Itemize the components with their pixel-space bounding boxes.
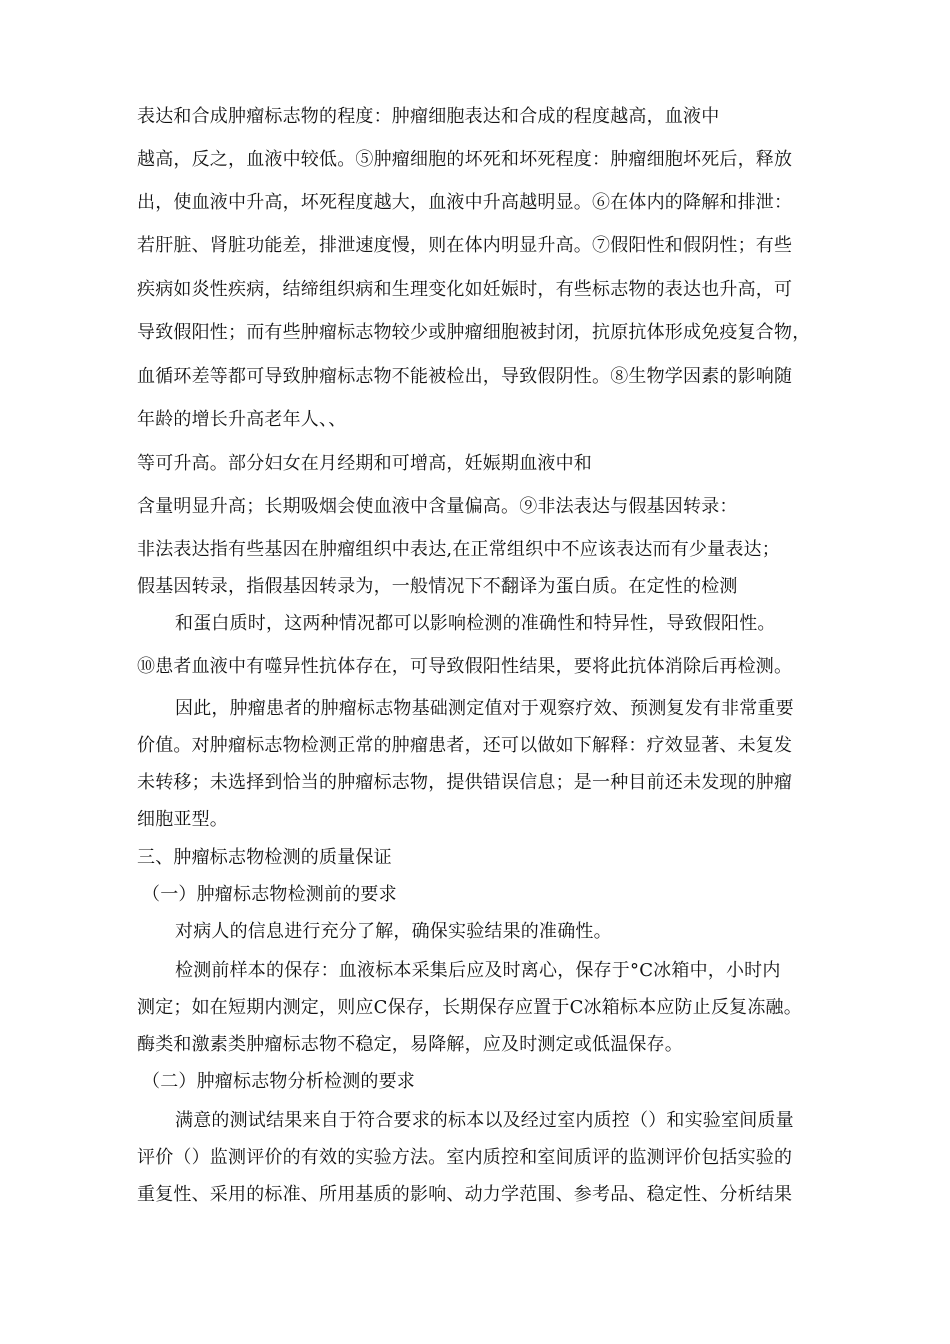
text-line: 评价（）监测评价的有效的实验方法。室内质控和室间质评的监测评价包括实验的 — [137, 1147, 793, 1168]
text-line: 出，使血液中升高，坏死程度越大，血液中升高越明显。⑥在体内的降解和排泄： — [137, 192, 793, 213]
subsection-heading: （一）肿瘤标志物检测前的要求 — [142, 884, 397, 905]
text-line: 重复性、采用的标准、所用基质的影响、动力学范围、参考品、稳定性、分析结果 — [137, 1184, 793, 1205]
text-line: 导致假阳性；而有些肿瘤标志物较少或肿瘤细胞被封闭，抗原抗体形成免疫复合物， — [137, 322, 811, 343]
text-line: 细胞亚型。 — [137, 809, 228, 830]
text-line: 疾病如炎性疾病，结缔组织病和生理变化如妊娠时，有些标志物的表达也升高，可 — [137, 279, 793, 300]
text-line: 年龄的增长升高老年人、、 — [137, 409, 347, 430]
text-line: 等可升高。部分妇女在月经期和可增高，妊娠期血液中和 — [137, 453, 592, 474]
text-line: 非法表达指有些基因在肿瘤组织中表达,在正常组织中不应该表达而有少量表达； — [137, 539, 780, 560]
text-line: 价值。对肿瘤标志物检测正常的肿瘤患者，还可以做如下解释：疗效显著、未复发 — [137, 735, 793, 756]
text-line: 越高，反之，血液中较低。⑤肿瘤细胞的坏死和坏死程度：肿瘤细胞坏死后，释放 — [137, 149, 793, 170]
text-line: 血循环差等都可导致肿瘤标志物不能被检出，导致假阴性。⑧生物学因素的影响随 — [137, 366, 793, 387]
text-line: 因此，肿瘤患者的肿瘤标志物基础测定值对于观察疗效、预测复发有非常重要 — [175, 698, 794, 719]
text-line: 假基因转录，指假基因转录为，一般情况下不翻译为蛋白质。在定性的检测 — [137, 576, 738, 597]
text-line: 和蛋白质时，这两种情况都可以影响检测的准确性和特异性，导致假阳性。 — [175, 613, 776, 634]
subsection-heading: （二）肿瘤标志物分析检测的要求 — [142, 1071, 415, 1092]
text-line: 表达和合成肿瘤标志物的程度：肿瘤细胞表达和合成的程度越高，血液中 — [137, 106, 720, 127]
text-line: 若肝脏、肾脏功能差，排泄速度慢，则在体内明显升高。⑦假阳性和假阴性；有些 — [137, 235, 793, 256]
text-line: ⑩患者血液中有噬异性抗体存在，可导致假阳性结果，要将此抗体消除后再检测。 — [137, 656, 793, 677]
text-line: 未转移；未选择到恰当的肿瘤标志物，提供错误信息；是一种目前还未发现的肿瘤 — [137, 772, 793, 793]
text-line: 检测前样本的保存：血液标本采集后应及时离心，保存于°C冰箱中，小时内 — [175, 960, 781, 981]
text-line: 含量明显升高；长期吸烟会使血液中含量偏高。⑨非法表达与假基因转录： — [137, 496, 738, 517]
text-line: 对病人的信息进行充分了解，确保实验结果的准确性。 — [175, 921, 612, 942]
text-line: 满意的测试结果来自于符合要求的标本以及经过室内质控（）和实验室间质量 — [175, 1110, 794, 1131]
text-line: 酶类和激素类肿瘤标志物不稳定，易降解，应及时测定或低温保存。 — [137, 1034, 683, 1055]
section-heading: 三、肿瘤标志物检测的质量保证 — [137, 847, 392, 868]
text-line: 测定；如在短期内测定，则应C保存，长期保存应置于C冰箱标本应防止反复冻融。 — [137, 997, 802, 1018]
